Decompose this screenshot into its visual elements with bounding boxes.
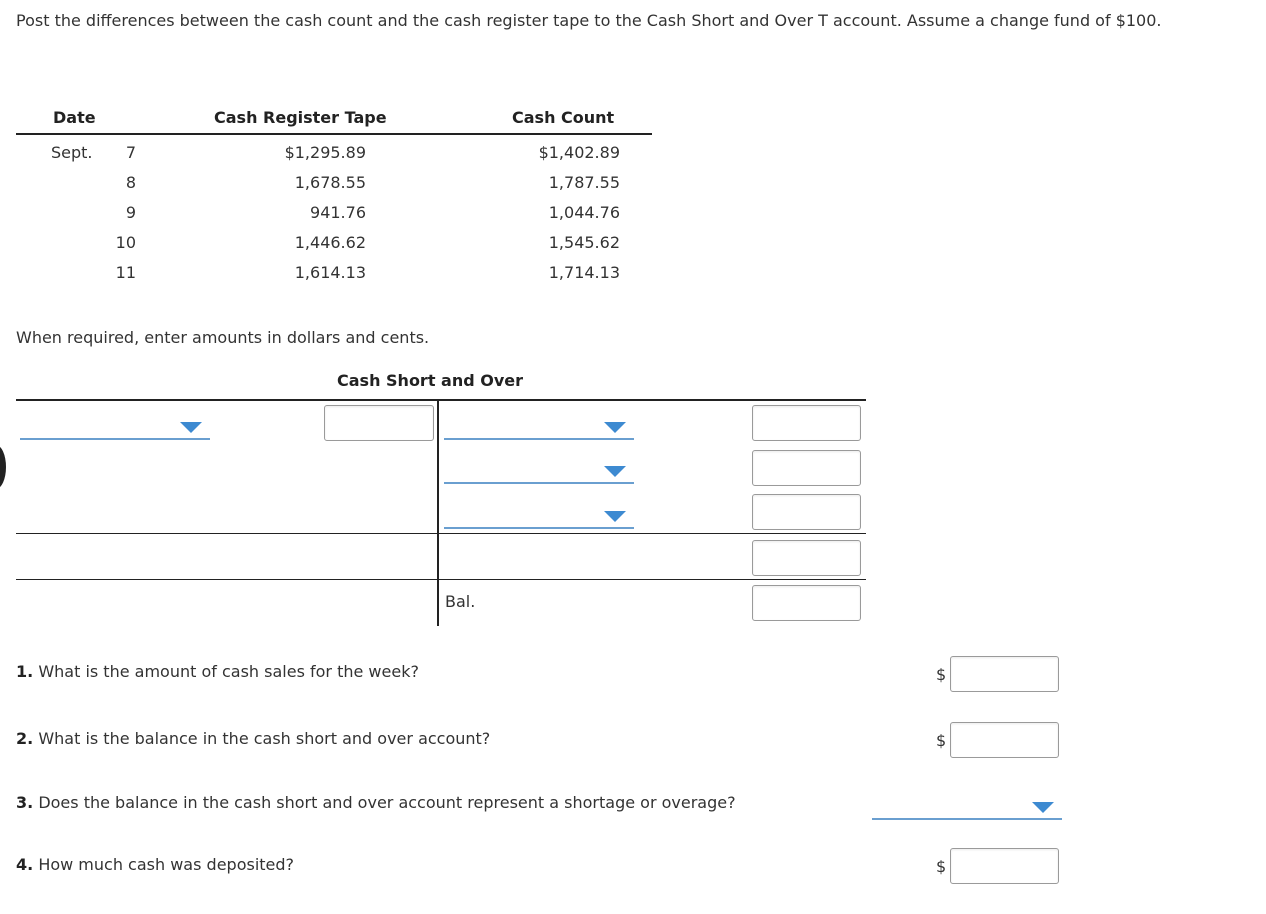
question-1 (16, 662, 419, 681)
credit-amount-input-3[interactable] (752, 494, 861, 530)
dollar-sign: $ (936, 665, 947, 684)
t-account-total-rule-1 (16, 533, 866, 534)
balance-label: Bal. (445, 592, 476, 611)
row-count: 1,545.62 (548, 233, 620, 252)
question-text: What is the amount of cash sales for the week? (38, 662, 419, 681)
row-day: 9 (125, 203, 136, 222)
question-text: How much cash was deposited? (38, 855, 295, 874)
question-number: 4. (16, 855, 34, 874)
t-account-total-rule-2 (16, 579, 866, 580)
cash-deposited-input[interactable] (950, 848, 1059, 884)
balance-answer-input[interactable] (950, 722, 1059, 758)
row-count: 1,044.76 (548, 203, 620, 222)
question-number: 3. (16, 793, 34, 812)
chevron-down-icon (1032, 802, 1054, 813)
balance-amount-input[interactable] (752, 585, 861, 621)
t-account-center-rule (437, 400, 439, 626)
debit-amount-input[interactable] (324, 405, 434, 441)
credit-date-select-1[interactable] (444, 410, 634, 440)
t-account-top-rule (16, 399, 866, 401)
row-day: 11 (115, 263, 136, 282)
row-tape: 1,614.13 (294, 263, 366, 282)
cash-sales-input[interactable] (950, 656, 1059, 692)
chevron-down-icon (604, 422, 626, 433)
chevron-down-icon (604, 466, 626, 477)
question-4 (16, 855, 294, 874)
credit-date-select-2[interactable] (444, 454, 634, 484)
dollar-sign: $ (936, 731, 947, 750)
credit-date-select-3[interactable] (444, 499, 634, 529)
row-tape: 941.76 (310, 203, 366, 222)
row-count: 1,787.55 (548, 173, 620, 192)
question-3 (16, 793, 736, 812)
header-cash-register-tape: Cash Register Tape (214, 108, 387, 127)
question-2 (16, 729, 490, 748)
credit-total-input[interactable] (752, 540, 861, 576)
debit-date-select[interactable] (20, 410, 210, 440)
question-number: 2. (16, 729, 34, 748)
question-text: What is the balance in the cash short and over account? (38, 729, 491, 748)
row-tape: $1,295.89 (284, 143, 366, 162)
row-day: 7 (125, 143, 136, 162)
instructions-text: Post the differences between the cash count and the cash register tape to the Cash Short and Over T account. Assume a change fund of $100. (16, 11, 1162, 30)
amount-format-note: When required, enter amounts in dollars and cents. (16, 328, 430, 347)
shortage-overage-select[interactable] (872, 790, 1062, 820)
dollar-sign: $ (936, 857, 947, 876)
row-count: 1,714.13 (548, 263, 620, 282)
table-header-rule (16, 133, 652, 135)
chevron-down-icon (604, 511, 626, 522)
question-number: 1. (16, 662, 34, 681)
t-account-title: Cash Short and Over (337, 371, 524, 390)
question-text: Does the balance in the cash short and over account represent a shortage or overage? (38, 793, 736, 812)
row-count: $1,402.89 (538, 143, 620, 162)
left-edge-handle (0, 445, 6, 489)
chevron-down-icon (180, 422, 202, 433)
row-tape: 1,446.62 (294, 233, 366, 252)
credit-amount-input-1[interactable] (752, 405, 861, 441)
row-day: 8 (125, 173, 136, 192)
month-label: Sept. (51, 143, 93, 162)
row-tape: 1,678.55 (294, 173, 366, 192)
credit-amount-input-2[interactable] (752, 450, 861, 486)
header-date: Date (53, 108, 96, 127)
row-day: 10 (115, 233, 136, 252)
header-cash-count: Cash Count (512, 108, 615, 127)
